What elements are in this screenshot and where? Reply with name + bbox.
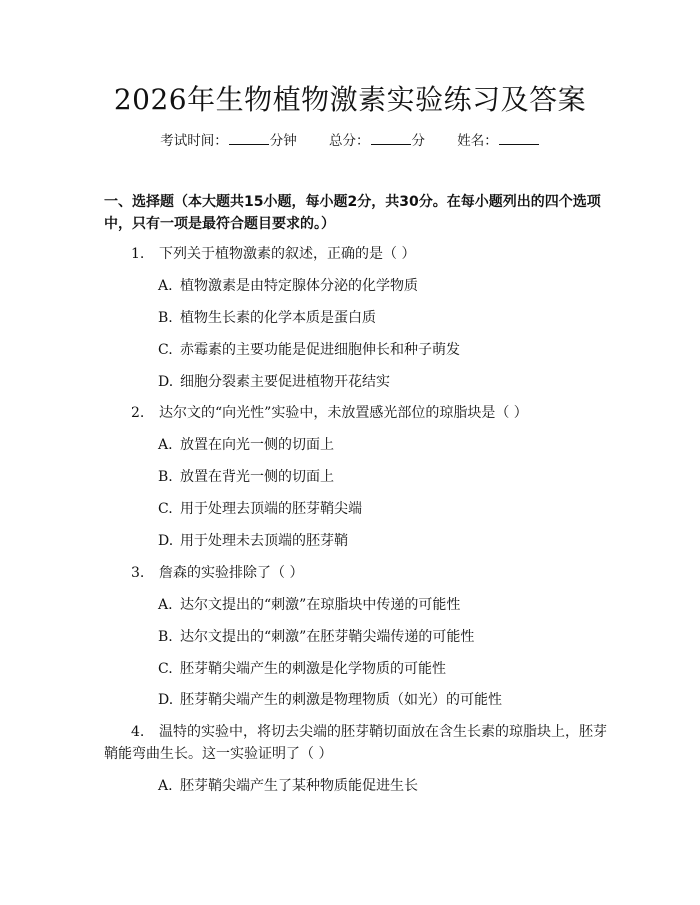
- total-score-field: [329, 133, 429, 149]
- option-text: 植物生长素的化学本质是蛋白质: [180, 310, 376, 326]
- question-1-option-a: [158, 276, 418, 296]
- option-key: B.: [158, 310, 173, 326]
- question-1-option-b: [158, 308, 376, 328]
- option-text: 细胞分裂素主要促进植物开花结实: [180, 374, 390, 390]
- question-stem: 詹森的实验排除了（ ）: [159, 565, 304, 581]
- option-key: A.: [158, 597, 173, 613]
- option-key: C.: [158, 661, 173, 677]
- option-text: 胚芽鞘尖端产生的刺激是物理物质（如光）的可能性: [180, 692, 502, 708]
- question-1: [131, 244, 415, 264]
- option-key: C.: [158, 501, 173, 517]
- question-3-option-a: [158, 595, 460, 615]
- option-text: 用于处理去顶端的胚芽鞘尖端: [180, 501, 362, 517]
- option-text: 用于处理未去顶端的胚芽鞘: [180, 533, 348, 549]
- exam-time-blank: [229, 132, 269, 145]
- exam-time-unit: 分钟: [269, 133, 297, 149]
- student-name-blank: [499, 132, 539, 145]
- question-number: 2.: [131, 405, 145, 421]
- question-2-option-b: [158, 467, 334, 487]
- question-4-option-a: [158, 776, 418, 796]
- option-key: A.: [158, 778, 173, 794]
- question-stem: 温特的实验中，将切去尖端的胚芽鞘切面放在含生长素的琼脂块上，胚芽: [159, 724, 607, 740]
- option-key: A.: [158, 437, 173, 453]
- question-2-option-c: [158, 499, 362, 519]
- question-1-option-c: [158, 340, 460, 360]
- option-text: 胚芽鞘尖端产生了某种物质能促进生长: [180, 778, 418, 794]
- option-key: A.: [158, 278, 173, 294]
- exam-info: [0, 131, 700, 151]
- student-name-label: 姓名：: [457, 133, 498, 149]
- question-number: 1.: [131, 246, 145, 262]
- question-2-option-a: [158, 435, 334, 455]
- student-name-field: [457, 133, 540, 149]
- total-score-blank: [371, 132, 411, 145]
- option-key: D.: [158, 692, 174, 708]
- question-3: [131, 563, 303, 583]
- question-2: [131, 403, 528, 423]
- question-3-option-b: [158, 627, 474, 647]
- option-text: 植物激素是由特定腺体分泌的化学物质: [180, 278, 418, 294]
- question-3-option-c: [158, 659, 446, 679]
- question-4-stem-continuation: 鞘能弯曲生长。这一实验证明了（ ）: [104, 746, 333, 762]
- option-text: 放置在向光一侧的切面上: [180, 437, 334, 453]
- exam-time-label: 考试时间：: [160, 133, 228, 149]
- total-score-unit: 分: [411, 133, 425, 149]
- question-number: 4.: [131, 724, 145, 740]
- option-key: B.: [158, 629, 173, 645]
- question-1-option-d: [158, 372, 390, 392]
- exam-time-field: [160, 133, 301, 149]
- question-2-option-d: [158, 531, 348, 551]
- option-key: B.: [158, 469, 173, 485]
- question-number: 3.: [131, 565, 145, 581]
- option-text: 胚芽鞘尖端产生的刺激是化学物质的可能性: [180, 661, 446, 677]
- question-4: [131, 722, 607, 742]
- question-3-option-d: [158, 690, 502, 710]
- option-text: 赤霉素的主要功能是促进细胞伸长和种子萌发: [180, 342, 460, 358]
- question-stem: 达尔文的“向光性”实验中，未放置感光部位的琼脂块是（ ）: [159, 405, 528, 421]
- section-heading: 一、选择题（本大题共15小题，每小题2分，共30分。在每小题列出的四个选项中，只有一项是最符合题目要求的。）: [104, 194, 601, 232]
- option-key: D.: [158, 374, 174, 390]
- option-key: C.: [158, 342, 173, 358]
- option-key: D.: [158, 533, 174, 549]
- question-stem: 下列关于植物激素的叙述，正确的是（ ）: [159, 246, 416, 262]
- option-text: 达尔文提出的“刺激”在琼脂块中传递的可能性: [180, 597, 461, 613]
- option-text: 达尔文提出的“刺激”在胚芽鞘尖端传递的可能性: [180, 629, 475, 645]
- page-title: 2026年生物植物激素实验练习及答案: [113, 83, 587, 116]
- option-text: 放置在背光一侧的切面上: [180, 469, 334, 485]
- total-score-label: 总分：: [329, 133, 370, 149]
